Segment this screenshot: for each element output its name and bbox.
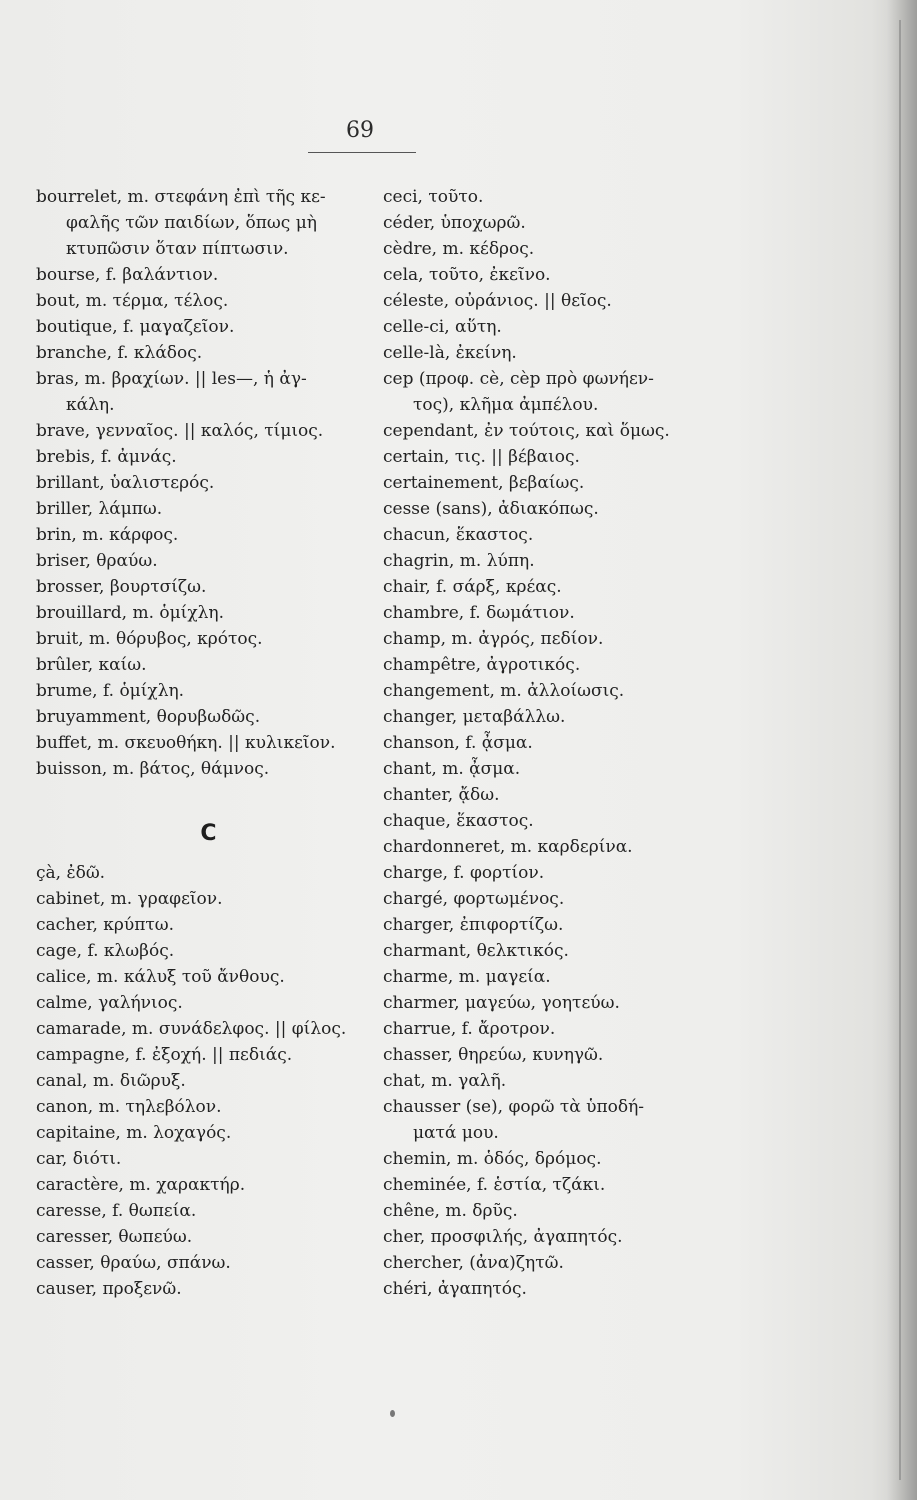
dictionary-entry: bruit, m. θόρυβος, κρότος. (36, 629, 263, 649)
dictionary-entry: chair, f. σάρξ, κρέας. (383, 577, 562, 597)
dictionary-entry: cacher, κρύπτω. (36, 915, 175, 935)
dictionary-entry: car, διότι. (36, 1149, 122, 1169)
dictionary-entry: cage, f. κλωβός. (36, 941, 175, 961)
page-number: 69 (346, 118, 374, 143)
dictionary-entry: casser, θραύω, σπάνω. (36, 1253, 231, 1273)
dictionary-entry: calice, m. κάλυξ τοῦ ἄνθους. (36, 967, 285, 987)
header-rule (308, 152, 416, 153)
dictionary-entry: branche, f. κλάδος. (36, 343, 203, 363)
dictionary-entry: chasser, θηρεύω, κυνηγῶ. (383, 1045, 604, 1065)
dictionary-entry: chanson, f. ᾆσμα. (383, 733, 533, 753)
dictionary-entry: chant, m. ᾆσμα. (383, 759, 521, 779)
dictionary-entry: chemin, m. ὁδός, δρόμος. (383, 1149, 602, 1169)
dictionary-entry: bruyamment, θορυβωδῶς. (36, 707, 261, 727)
dictionary-entry: changement, m. ἀλλοίωσις. (383, 681, 625, 701)
dictionary-entry: çà, ἐδῶ. (36, 863, 106, 883)
dictionary-entry: chercher, (ἀνα)ζητῶ. (383, 1253, 564, 1273)
dictionary-entry: charmant, θελκτικός. (383, 941, 569, 961)
dictionary-entry: chat, m. γαλῆ. (383, 1071, 507, 1091)
dictionary-entry: causer, προξενῶ. (36, 1279, 182, 1299)
dictionary-entry: ceci, τοῦτο. (383, 187, 484, 207)
dictionary-entry: celle-là, ἐκείνη. (383, 343, 517, 363)
dictionary-entry: briller, λάμπω. (36, 499, 163, 519)
dictionary-entry: champ, m. ἀγρός, πεδίον. (383, 629, 604, 649)
dictionary-entry: boutique, f. μαγαζεῖον. (36, 317, 235, 337)
dictionary-entry: chargé, φορτωμένος. (383, 889, 565, 909)
dictionary-entry: chacun, ἕκαστος. (383, 525, 534, 545)
left-column (36, 184, 366, 1302)
dictionary-entry: chanter, ᾄδω. (383, 785, 500, 805)
dictionary-entry: brume, f. ὁμίχλη. (36, 681, 185, 701)
ink-speck (390, 1410, 395, 1417)
dictionary-entry: chardonneret, m. καρδερίνα. (383, 837, 633, 857)
page-edge-line (899, 20, 901, 1480)
dictionary-entry-continuation: τος), κλῆμα ἀμπέλου. (413, 395, 599, 415)
section-letter-heading: C (200, 821, 217, 846)
dictionary-entry: brillant, ὑαλιστερός. (36, 473, 215, 493)
dictionary-entry: charmer, μαγεύω, γοητεύω. (383, 993, 620, 1013)
dictionary-entry: certainement, βεβαίως. (383, 473, 585, 493)
dictionary-entry: cela, τοῦτο, ἐκεῖνο. (383, 265, 551, 285)
dictionary-entry: chambre, f. δωμάτιον. (383, 603, 575, 623)
dictionary-entry: brûler, καίω. (36, 655, 147, 675)
dictionary-entry: brave, γενναῖος. || καλός, τίμιος. (36, 421, 324, 441)
section-spacer (36, 782, 366, 808)
dictionary-entry: cher, προσφιλής, ἀγαπητός. (383, 1227, 623, 1247)
dictionary-entry: céleste, οὐράνιος. || θεῖος. (383, 291, 612, 311)
dictionary-entry: capitaine, m. λοχαγός. (36, 1123, 232, 1143)
dictionary-entry: cabinet, m. γραφεῖον. (36, 889, 223, 909)
dictionary-entry: brin, m. κάρφος. (36, 525, 179, 545)
dictionary-entry: charge, f. φορτίον. (383, 863, 545, 883)
dictionary-entry: cependant, ἐν τούτοις, καὶ ὅμως. (383, 421, 670, 441)
dictionary-entry: buisson, m. βάτος, θάμνος. (36, 759, 270, 779)
dictionary-entry: briser, θραύω. (36, 551, 158, 571)
dictionary-entry: canal, m. διῶρυξ. (36, 1071, 186, 1091)
dictionary-entry: bout, m. τέρμα, τέλος. (36, 291, 229, 311)
dictionary-entry: bras, m. βραχίων. || les—, ἡ ἀγ- (36, 369, 307, 389)
dictionary-entry-continuation: κτυπῶσιν ὅταν πίπτωσιν. (66, 239, 289, 259)
dictionary-entry: charme, m. μαγεία. (383, 967, 551, 987)
dictionary-entry: brosser, βουρτσίζω. (36, 577, 207, 597)
dictionary-entry-continuation: κάλη. (66, 395, 115, 415)
dictionary-entry: celle-ci, αὕτη. (383, 317, 502, 337)
dictionary-entry: cep (προφ. cè, cèp πρὸ φωνήεν- (383, 369, 654, 389)
dictionary-entry: chausser (se), φορῶ τὰ ὑποδή- (383, 1097, 645, 1117)
dictionary-entry: changer, μεταβάλλω. (383, 707, 566, 727)
dictionary-entry: caresser, θωπεύω. (36, 1227, 193, 1247)
dictionary-entry: campagne, f. ἐξοχή. || πεδιάς. (36, 1045, 293, 1065)
dictionary-entry: caractère, m. χαρακτήρ. (36, 1175, 246, 1195)
dictionary-entry-continuation: φαλῆς τῶν παιδίων, ὅπως μὴ (66, 213, 317, 233)
dictionary-entry: céder, ὑποχωρῶ. (383, 213, 526, 233)
dictionary-entry: charger, ἐπιφορτίζω. (383, 915, 564, 935)
dictionary-entry: bourrelet, m. στεφάνη ἐπὶ τῆς κε- (36, 187, 326, 207)
dictionary-entry: caresse, f. θωπεία. (36, 1201, 197, 1221)
dictionary-entry: chagrin, m. λύπη. (383, 551, 535, 571)
dictionary-entry: charrue, f. ἄροτρον. (383, 1019, 556, 1039)
dictionary-entry: certain, τις. || βέβαιος. (383, 447, 580, 467)
dictionary-entry: buffet, m. σκευοθήκη. || κυλικεῖον. (36, 733, 336, 753)
dictionary-entry: champêtre, ἀγροτικός. (383, 655, 581, 675)
dictionary-entry: brebis, f. ἀμνάς. (36, 447, 177, 467)
page-edge-shadow (887, 0, 917, 1500)
dictionary-entry: chaque, ἕκαστος. (383, 811, 534, 831)
dictionary-entry: chêne, m. δρῦς. (383, 1201, 518, 1221)
dictionary-entry: cheminée, f. ἑστία, τζάκι. (383, 1175, 606, 1195)
dictionary-entry: calme, γαλήνιος. (36, 993, 183, 1013)
dictionary-entry: cèdre, m. κέδρος. (383, 239, 535, 259)
dictionary-entry: canon, m. τηλεβόλον. (36, 1097, 222, 1117)
dictionary-entry: bourse, f. βαλάντιον. (36, 265, 219, 285)
dictionary-entry-continuation: ματά μου. (413, 1123, 499, 1143)
dictionary-entry: brouillard, m. ὁμίχλη. (36, 603, 224, 623)
right-column (383, 184, 713, 1302)
dictionary-entry: cesse (sans), ἀδιακόπως. (383, 499, 599, 519)
dictionary-entry: camarade, m. συνάδελφος. || φίλος. (36, 1019, 347, 1039)
dictionary-entry: chéri, ἀγαπητός. (383, 1279, 527, 1299)
